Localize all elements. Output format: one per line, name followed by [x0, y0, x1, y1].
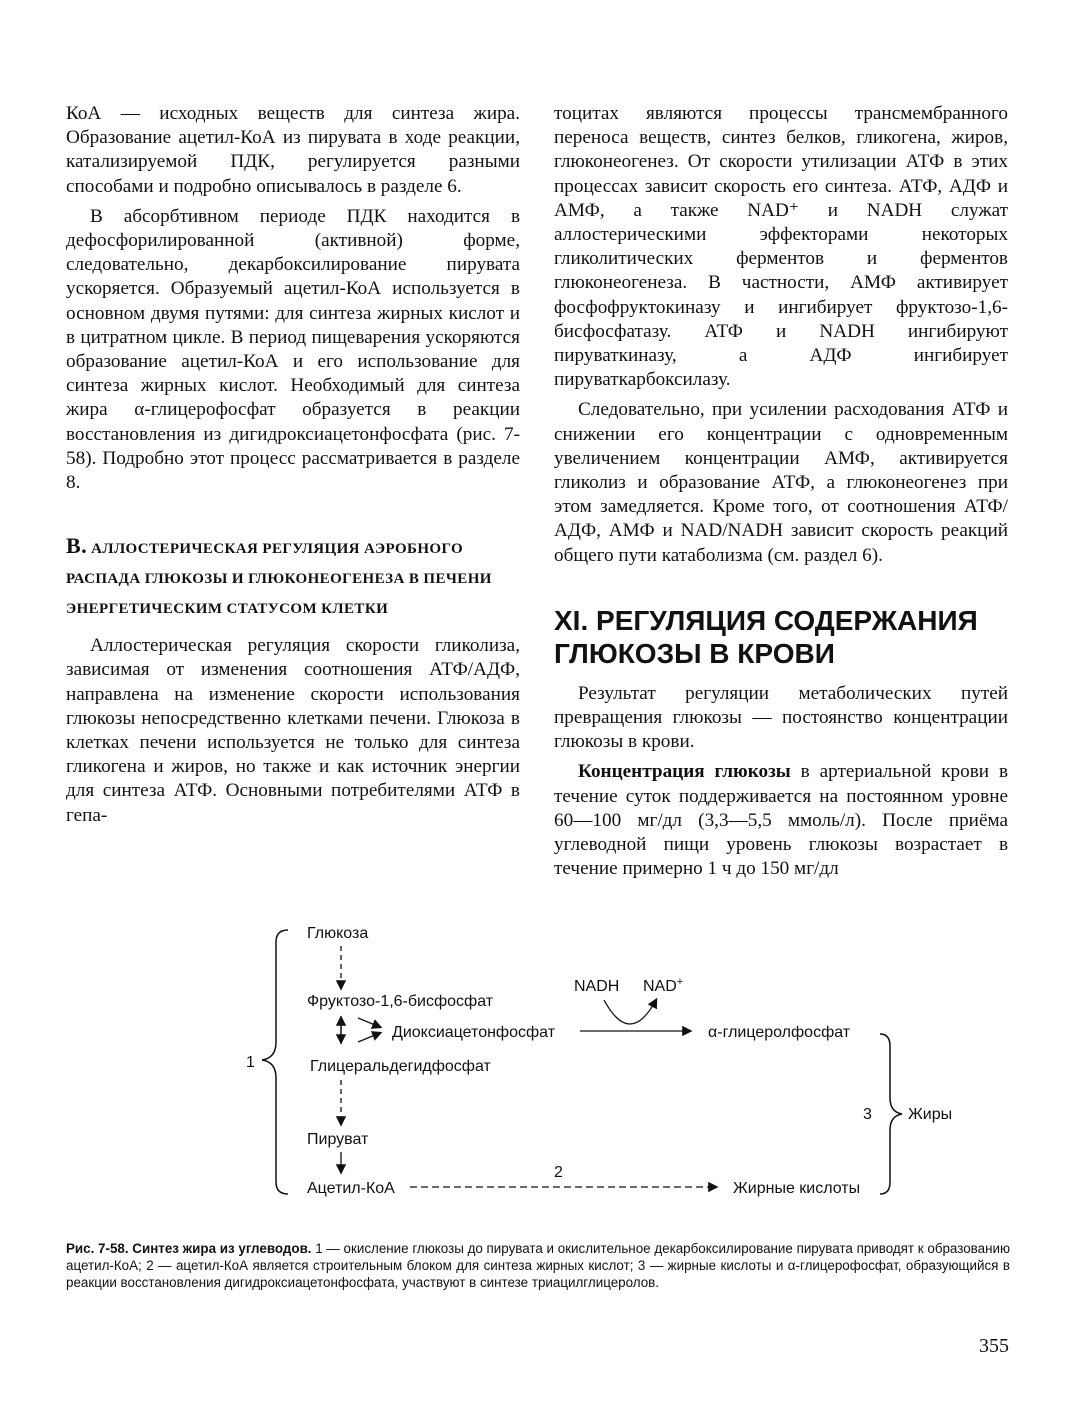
nad-superscript: +: [676, 976, 684, 988]
glucose-label: Глюкоза: [307, 925, 369, 942]
brace-3: [880, 1034, 902, 1194]
section-letter: В.: [66, 533, 87, 559]
right-column: [554, 102, 1008, 881]
arrow-to-dhap-lower: [358, 1033, 380, 1042]
arrow-to-dhap-upper: [358, 1018, 380, 1027]
section-title: АЛЛОСТЕРИЧЕСКАЯ РЕГУЛЯЦИЯ АЭРОБНОГО РАСПАДА ГЛЮКОЗЫ И ГЛЮКОНЕОГЕНЕЗА В ПЕЧЕНИ ЭНЕРГЕТИЧЕСКИМ СТАТУСОМ КЛЕТКИ: [66, 541, 492, 618]
page-number: 355: [979, 1335, 1009, 1357]
step-label-1: 1: [246, 1054, 255, 1071]
pyruvate-label: Пируват: [307, 1131, 369, 1148]
nadh-label: NADH: [574, 978, 620, 995]
alpha-glycerolphosphate-label: α-глицеролфосфат: [708, 1024, 851, 1041]
left-column: [66, 102, 520, 828]
dhap-label: Диоксиацетонфосфат: [392, 1024, 556, 1041]
fructose-bp-label: Фруктозо-1,6-бисфосфат: [307, 993, 494, 1010]
caption-title: Рис. 7-58. Синтез жира из углеводов.: [66, 1241, 312, 1256]
acetyl-coa-label: Ацетил-КоА: [307, 1180, 395, 1197]
paragraph: Результат регуляции метаболических путей превращения глюкозы — постоянство концентрации глюкозы в крови.: [554, 682, 1008, 753]
fats-label: Жиры: [908, 1106, 953, 1123]
paragraph: тоцитах являются процессы трансмембранного переноса веществ, синтез белков, гликогена, жиров, глюконеогенез. От скорости утилизации АТФ в этих процессах зависит скорость его синтеза. АТФ, АДФ и АМФ, а также NAD⁺ и NADH служат аллостерическими эффекторами некоторых гликолитических ферментов и ферментов глюконеогенеза. В частности, АМФ активирует фосфофруктокиназу и ингибирует фруктозо-1,6-бисфосфатазу. АТФ и NADH ингибируют пируваткиназу, а АДФ ингибирует пируваткарбоксилазу.: [554, 103, 1008, 391]
step-label-2: 2: [554, 1164, 563, 1181]
paragraph: Аллостерическая регуляция скорости гликолиза, зависимая от изменения соотношения АТФ/АДФ, направлена на изменение скорости использования глюкозы непосредственно клетками печени. Глюкоза в клетках печени используется не только для синтеза гликогена и жиров, но также и как источник энергии для синтеза АТФ. Основными потребителями АТФ в гепа-: [66, 635, 520, 826]
paragraph: В абсорбтивном периоде ПДК находится в дефосфорилированной (активной) форме, следовательно, декарбоксилирование пирувата ускоряется. Образуемый ацетил-КоА используется в основном двумя путями: для синтеза жирных кислот и в цитратном цикле. В период пищеварения ускоряются образование ацетил-КоА и его использование для синтеза жирных кислот. Необходимый для синтеза жира α-глицерофосфат образуется в реакции восстановления из дигидроксиацетонфосфата (рис. 7-58). Подробно этот процесс рассматривается в разделе 8.: [66, 205, 520, 494]
chapter-title: XI. РЕГУЛЯЦИЯ СОДЕРЖАНИЯ ГЛЮКОЗЫ В КРОВИ: [554, 604, 978, 669]
nad-label: [643, 976, 683, 995]
bold-term: Концентрация глюкозы: [578, 761, 791, 783]
nad-text: NAD: [643, 978, 677, 995]
caption-text: 1 — окисление глюкозы до пирувата и окислительное декарбоксилирование пирувата приводят к образованию ацетил-КоА; 2 — ацетил-КоА является строительным блоком для синтеза жирных кислот; 3 — жирные кислоты и α-глицерофосфат, образующийся в реакции восстановления дигидроксиацетонфосфата, участвуют в синтезе триацилглицеролов.: [66, 1241, 1010, 1290]
paragraph: Следовательно, при усилении расходования АТФ и снижении его концентрации с одновременным увеличением концентрации АМФ, активируется гликолиз и образование АТФ, а глюконеогенез при этом замедляется. Кроме того, от соотношения АТФ/АДФ, АМФ и NAD/NADH зависит скорость реакций общего пути катаболизма (см. раздел 6).: [554, 399, 1008, 566]
fat-synthesis-diagram: [0, 910, 1077, 1210]
paragraph: КоА — исходных веществ для синтеза жира. Образование ацетил-КоА из пирувата в ходе реакции, катализируемой ПДК, регулируется разными способами и подробно описывалось в разделе 6.: [66, 103, 520, 197]
paragraph: [554, 760, 1008, 881]
section-heading: [66, 531, 520, 624]
paragraph-text: в артериальной крови в течение суток поддерживается на постоянном уровне 60—100 мг/дл (3,3—5,5 ммоль/л). После приёма углеводной пищи уровень глюкозы возрастает в течение примерно 1 ч до 150 мг/дл: [554, 761, 1008, 880]
g3p-label: Глицеральдегидфосфат: [310, 1058, 491, 1075]
brace-1: [262, 930, 288, 1194]
nadh-nad-curve: [604, 1000, 656, 1024]
fatty-acids-label: Жирные кислоты: [733, 1180, 861, 1197]
figure-caption: [66, 1240, 1010, 1291]
step-label-3: 3: [863, 1106, 872, 1123]
